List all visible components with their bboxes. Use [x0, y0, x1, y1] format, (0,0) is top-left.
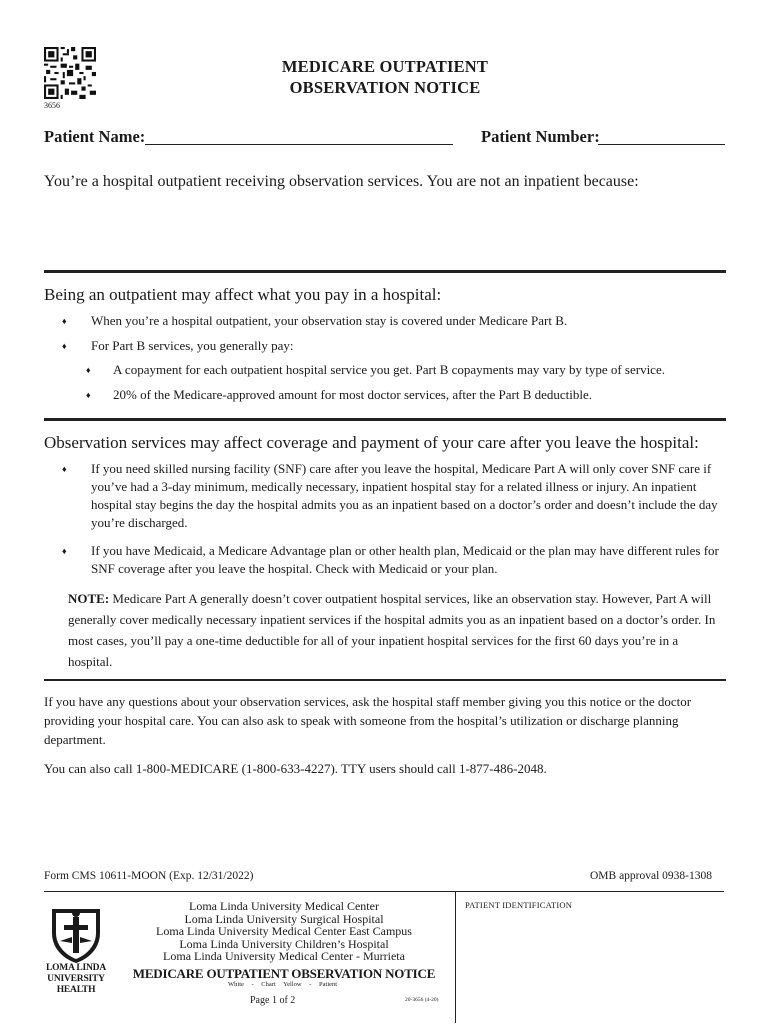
patient-identification-label: PATIENT IDENTIFICATION	[465, 900, 573, 910]
patient-name-field[interactable]	[145, 144, 453, 145]
form-id: Form CMS 10611-MOON (Exp. 12/31/2022)	[44, 870, 254, 882]
patient-number-label: Patient Number:	[481, 127, 600, 146]
intro-text: You’re a hospital outpatient receiving observation services. You are not an inpatient because:	[44, 173, 639, 190]
phone-paragraph: You can also call 1-800-MEDICARE (1-800-633-4227). TTY users should call 1-877-486-2048.	[44, 761, 547, 776]
loma-linda-crest-icon	[44, 903, 108, 965]
bullet-icon: ♦	[62, 546, 67, 556]
bullet-icon: ♦	[62, 341, 67, 351]
title-line-2: OBSERVATION NOTICE	[289, 78, 481, 97]
bullet-icon: ♦	[62, 464, 67, 474]
form-code: 20-3656 (4-20)	[405, 997, 439, 1003]
section-divider	[44, 679, 726, 681]
section-divider	[44, 270, 726, 273]
patient-number-field[interactable]	[598, 144, 725, 145]
hospital-name: Loma Linda University Surgical Hospital	[184, 911, 384, 926]
qr-code-number: 3656	[44, 101, 60, 110]
section-divider	[44, 418, 726, 421]
page-number: Page 1 of 2	[250, 995, 296, 1006]
hospital-list	[135, 900, 433, 963]
hospital-name: Loma Linda University Children’s Hospital	[179, 936, 389, 951]
footer-divider	[44, 891, 724, 892]
document-page: 3656 MEDICARE OUTPATIENT OBSERVATION NOTICE Patient Name: Patient Number: You’re a hospital outpatient receiving observation services. You are not an inpatient because: Being an outpatient may affect what you pay in a hospital: ♦ When you’re a hospital outpatient, your observation stay is covered under Medicare Part B. ♦ For Part B services, you generally pay: ♦ A copayment for each outpatient hospital service you get. Part B copayments may vary by type of service. ♦ 20% of the Medicare-approved amount for most doctor services, after the Part B deductible. Observation services may affect coverage and payment of your care after you leave the hospital: ♦ If you need skilled nursing facility (SNF) care after you leave the hospital, Medicare Part A will only cover SNF care if you’ve had a 3-day minimum, medically necessary, inpatient hospital stay for a related illness or injury. An inpatient hospital stay begins the day the hospital admits you as an inpatient based on a doctor’s order and doesn’t include the day you’re discharged. ♦ If you have Medicaid, a Medicare Advantage plan or other health plan, Medicaid or the plan may have different rules for SNF coverage after you leave the hospital. Check with Medicaid or your plan. NOTE: Medicare Part A generally doesn’t cover outpatient hospital services, like an observation stay. However, Part A will generally cover medically necessary inpatient services if the hospital admits you as an inpatient based on a doctor’s order. In most cases, you’ll pay a one-time deductible for all of your inpatient hospital services for the first 60 days you’re in a hospital. If you have any questions about your observation services, ask the hospital staff member giving you this notice or the doctor providing your hospital care. You can also ask to speak with someone from the hospital’s utilization or discharge planning department. You can also call 1-800-MEDICARE (1-800-633-4227). TTY users should call 1-877-486-2048. Form CMS 10611-MOON (Exp. 12/31/2022) OMB approval 0938-1308 LOMA LINDA UNIVERSITY HEALTH Loma Linda University Medical Center Loma Linda University Surgical Hospital Loma Linda University Medical Center East Campus Loma Linda University Children’s Hospital Loma Linda University Medical Center - Murrieta MEDICARE OUTPATIENT OBSERVATION NOTICE White - Chart Yellow - Patient Page 1 of 2 20-3656 (4-20) PATIENT IDENTIFICATION	[0, 0, 770, 1024]
hospital-name: Loma Linda University Medical Center East Campus	[156, 924, 412, 938]
qr-code-icon	[44, 47, 96, 99]
bullet-icon: ♦	[86, 390, 91, 400]
copy-distribution: White - Chart Yellow - Patient	[228, 981, 338, 988]
bullet-icon: ♦	[86, 365, 91, 375]
patient-name-label: Patient Name:	[44, 127, 146, 146]
hospital-name: Loma Linda University Medical Center - Murrieta	[163, 949, 405, 963]
bullet-icon: ♦	[62, 316, 67, 326]
hospital-name: Loma Linda University Medical Center	[189, 899, 379, 913]
footer-title: MEDICARE OUTPATIENT OBSERVATION NOTICE	[132, 966, 436, 981]
omb-approval: OMB approval 0938-1308	[590, 870, 713, 882]
note-label: NOTE:	[68, 591, 110, 606]
note-text: Medicare Part A generally doesn’t cover outpatient hospital services, like an observation stay. However, Part A will generally cover medically necessary inpatient services if the hospital admits you as an inpatient based on a doctor’s order. In most cases, you’ll pay a one-time deductible for all of your inpatient hospital services for the first 60 days you’re in a hospital.	[68, 591, 716, 669]
logo-wordmark: LOMA LINDA UNIVERSITY HEALTH	[45, 963, 107, 995]
title-line-1: MEDICARE OUTPATIENT	[281, 57, 489, 76]
footer-vertical-divider	[455, 892, 456, 1023]
page-title	[200, 56, 570, 98]
questions-paragraph: If you have any questions about your observation services, ask the hospital staff member giving you this notice or the doctor providing your hospital care. You can also ask to speak with someone from the hospital’s utilization or discharge planning department.	[44, 694, 692, 747]
section2-heading: Observation services may affect coverage and payment of your care after you leave the hospital:	[44, 433, 699, 452]
section1-heading: Being an outpatient may affect what you pay in a hospital:	[44, 285, 442, 304]
note-paragraph	[68, 588, 723, 672]
